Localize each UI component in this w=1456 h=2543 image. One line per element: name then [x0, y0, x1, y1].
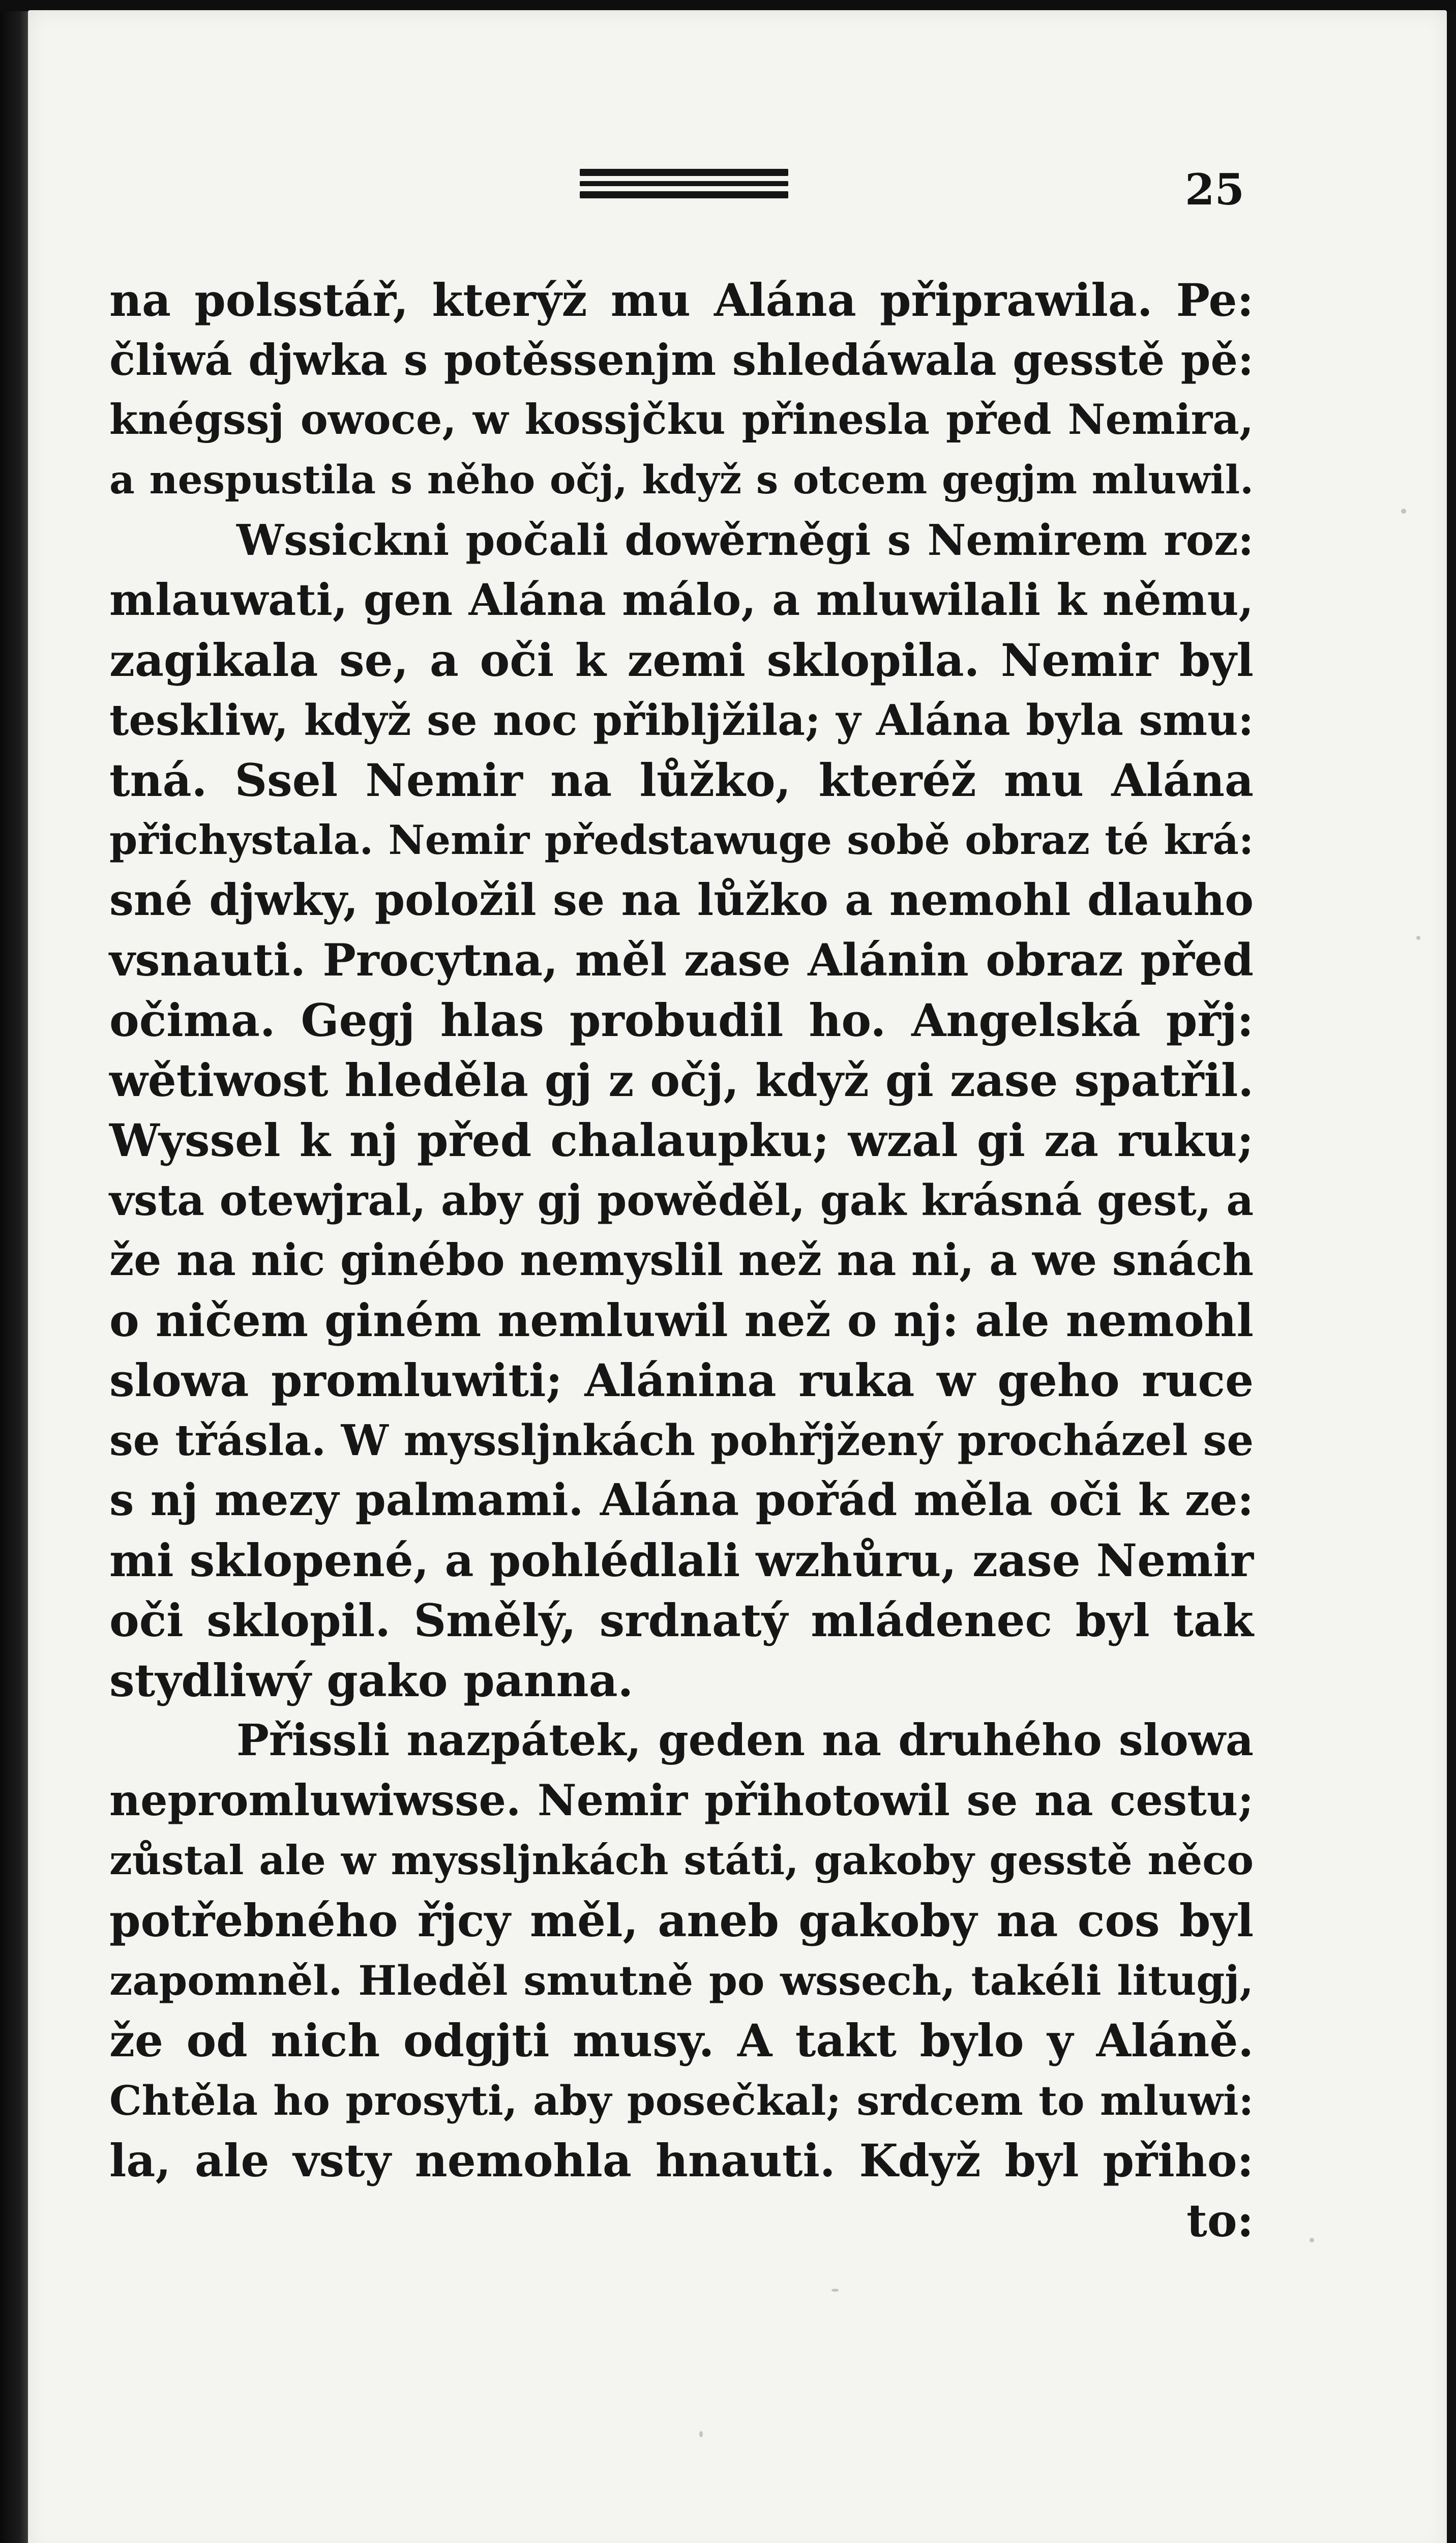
text-line: knégssj owoce, w kossjčku přinesla před Nemira, — [109, 396, 1254, 444]
paper-speck — [699, 2431, 703, 2437]
text-line: potřebného řjcy měl, aneb gakoby na cos byl — [109, 1894, 1254, 1947]
text-line: zůstal ale w myssljnkách státi, gakoby gesstě něco — [109, 1837, 1254, 1884]
text-line: mlauwati, gen Alána málo, a mluwilali k němu, — [109, 575, 1254, 626]
text-line: očima. Gegj hlas probudil ho. Angelská přj: — [109, 994, 1254, 1047]
text-line: přichystala. Nemir předstawuge sobě obraz té krá: — [109, 816, 1254, 864]
text-line: teskliw, když se noc přibljžila; y Alána byla smu: — [109, 695, 1254, 745]
ornament-rule-line — [580, 169, 788, 176]
book-binding-edge — [0, 0, 28, 2543]
page-number: 25 — [1185, 164, 1244, 215]
text-line: la, ale vsty nemohla hnauti. Když byl přiho: — [109, 2134, 1254, 2187]
ornament-rule-line — [580, 181, 788, 186]
text-line: sné djwky, položil se na lůžko a nemohl dlauho — [109, 875, 1254, 926]
text-line: zagikala se, a oči k zemi sklopila. Nemir byl — [109, 634, 1254, 687]
text-line: zapomněl. Hleděl smutně po wssech, takéli litugj, — [109, 1957, 1254, 2004]
paper-speck — [1310, 2238, 1314, 2242]
text-line: oči sklopil. Smělý, srdnatý mládenec byl tak — [109, 1594, 1254, 1647]
text-line: wětiwost hleděla gj z očj, když gi zase spatřil. — [109, 1054, 1254, 1107]
text-line: na polsstář, kterýž mu Alána připrawila. Pe: — [109, 274, 1254, 327]
text-line: o ničem giném nemluwil než o nj: ale nemohl — [109, 1294, 1254, 1347]
text-line: vsnauti. Procytna, měl zase Alánin obraz před — [109, 934, 1254, 986]
text-line: se třásla. W myssljnkách pohřjžený procházel se — [109, 1415, 1254, 1465]
paper-speck — [1401, 509, 1406, 514]
text-line: Přissli nazpátek, geden na druhého slowa — [236, 1715, 1254, 1766]
text-line: tná. Ssel Nemir na lůžko, kteréž mu Alána — [109, 754, 1254, 807]
text-line: mi sklopené, a pohlédlali wzhůru, zase Nemir — [109, 1534, 1254, 1587]
text-line: Wyssel k nj před chalaupku; wzal gi za ruku; — [109, 1114, 1254, 1167]
catchword: to: — [1186, 2194, 1254, 2247]
paper-speck — [1416, 936, 1420, 940]
text-line: že od nich odgjti musy. A takt bylo y Aláně. — [109, 2014, 1254, 2067]
page-top-edge — [0, 0, 1456, 11]
text-line: že na nic ginébo nemyslil než na ni, a we snách — [109, 1235, 1254, 1286]
text-line: vsta otewjral, aby gj powěděl, gak krásná gest, a — [109, 1175, 1254, 1225]
text-line: čliwá djwka s potěssenjm shledáwala gesstě pě: — [109, 335, 1254, 385]
header-ornament-rule — [580, 168, 788, 199]
text-line: nepromluwiwsse. Nemir přihotowil se na cestu; — [109, 1775, 1254, 1825]
ornament-rule-line — [580, 191, 788, 198]
body-text — [109, 264, 1254, 2401]
text-line: a nespustila s něho očj, když s otcem gegjm mluwil. — [109, 457, 1254, 503]
text-line: stydliwý gako panna. — [109, 1654, 634, 1707]
text-line: s nj mezy palmami. Alána pořád měla oči k ze: — [109, 1474, 1254, 1526]
text-line: Wssickni počali dowěrněgi s Nemirem roz: — [236, 515, 1254, 565]
text-line: Chtěla ho prosyti, aby posečkal; srdcem to mluwi: — [109, 2077, 1254, 2124]
text-line: slowa promluwiti; Alánina ruka w geho ruce — [109, 1354, 1254, 1407]
